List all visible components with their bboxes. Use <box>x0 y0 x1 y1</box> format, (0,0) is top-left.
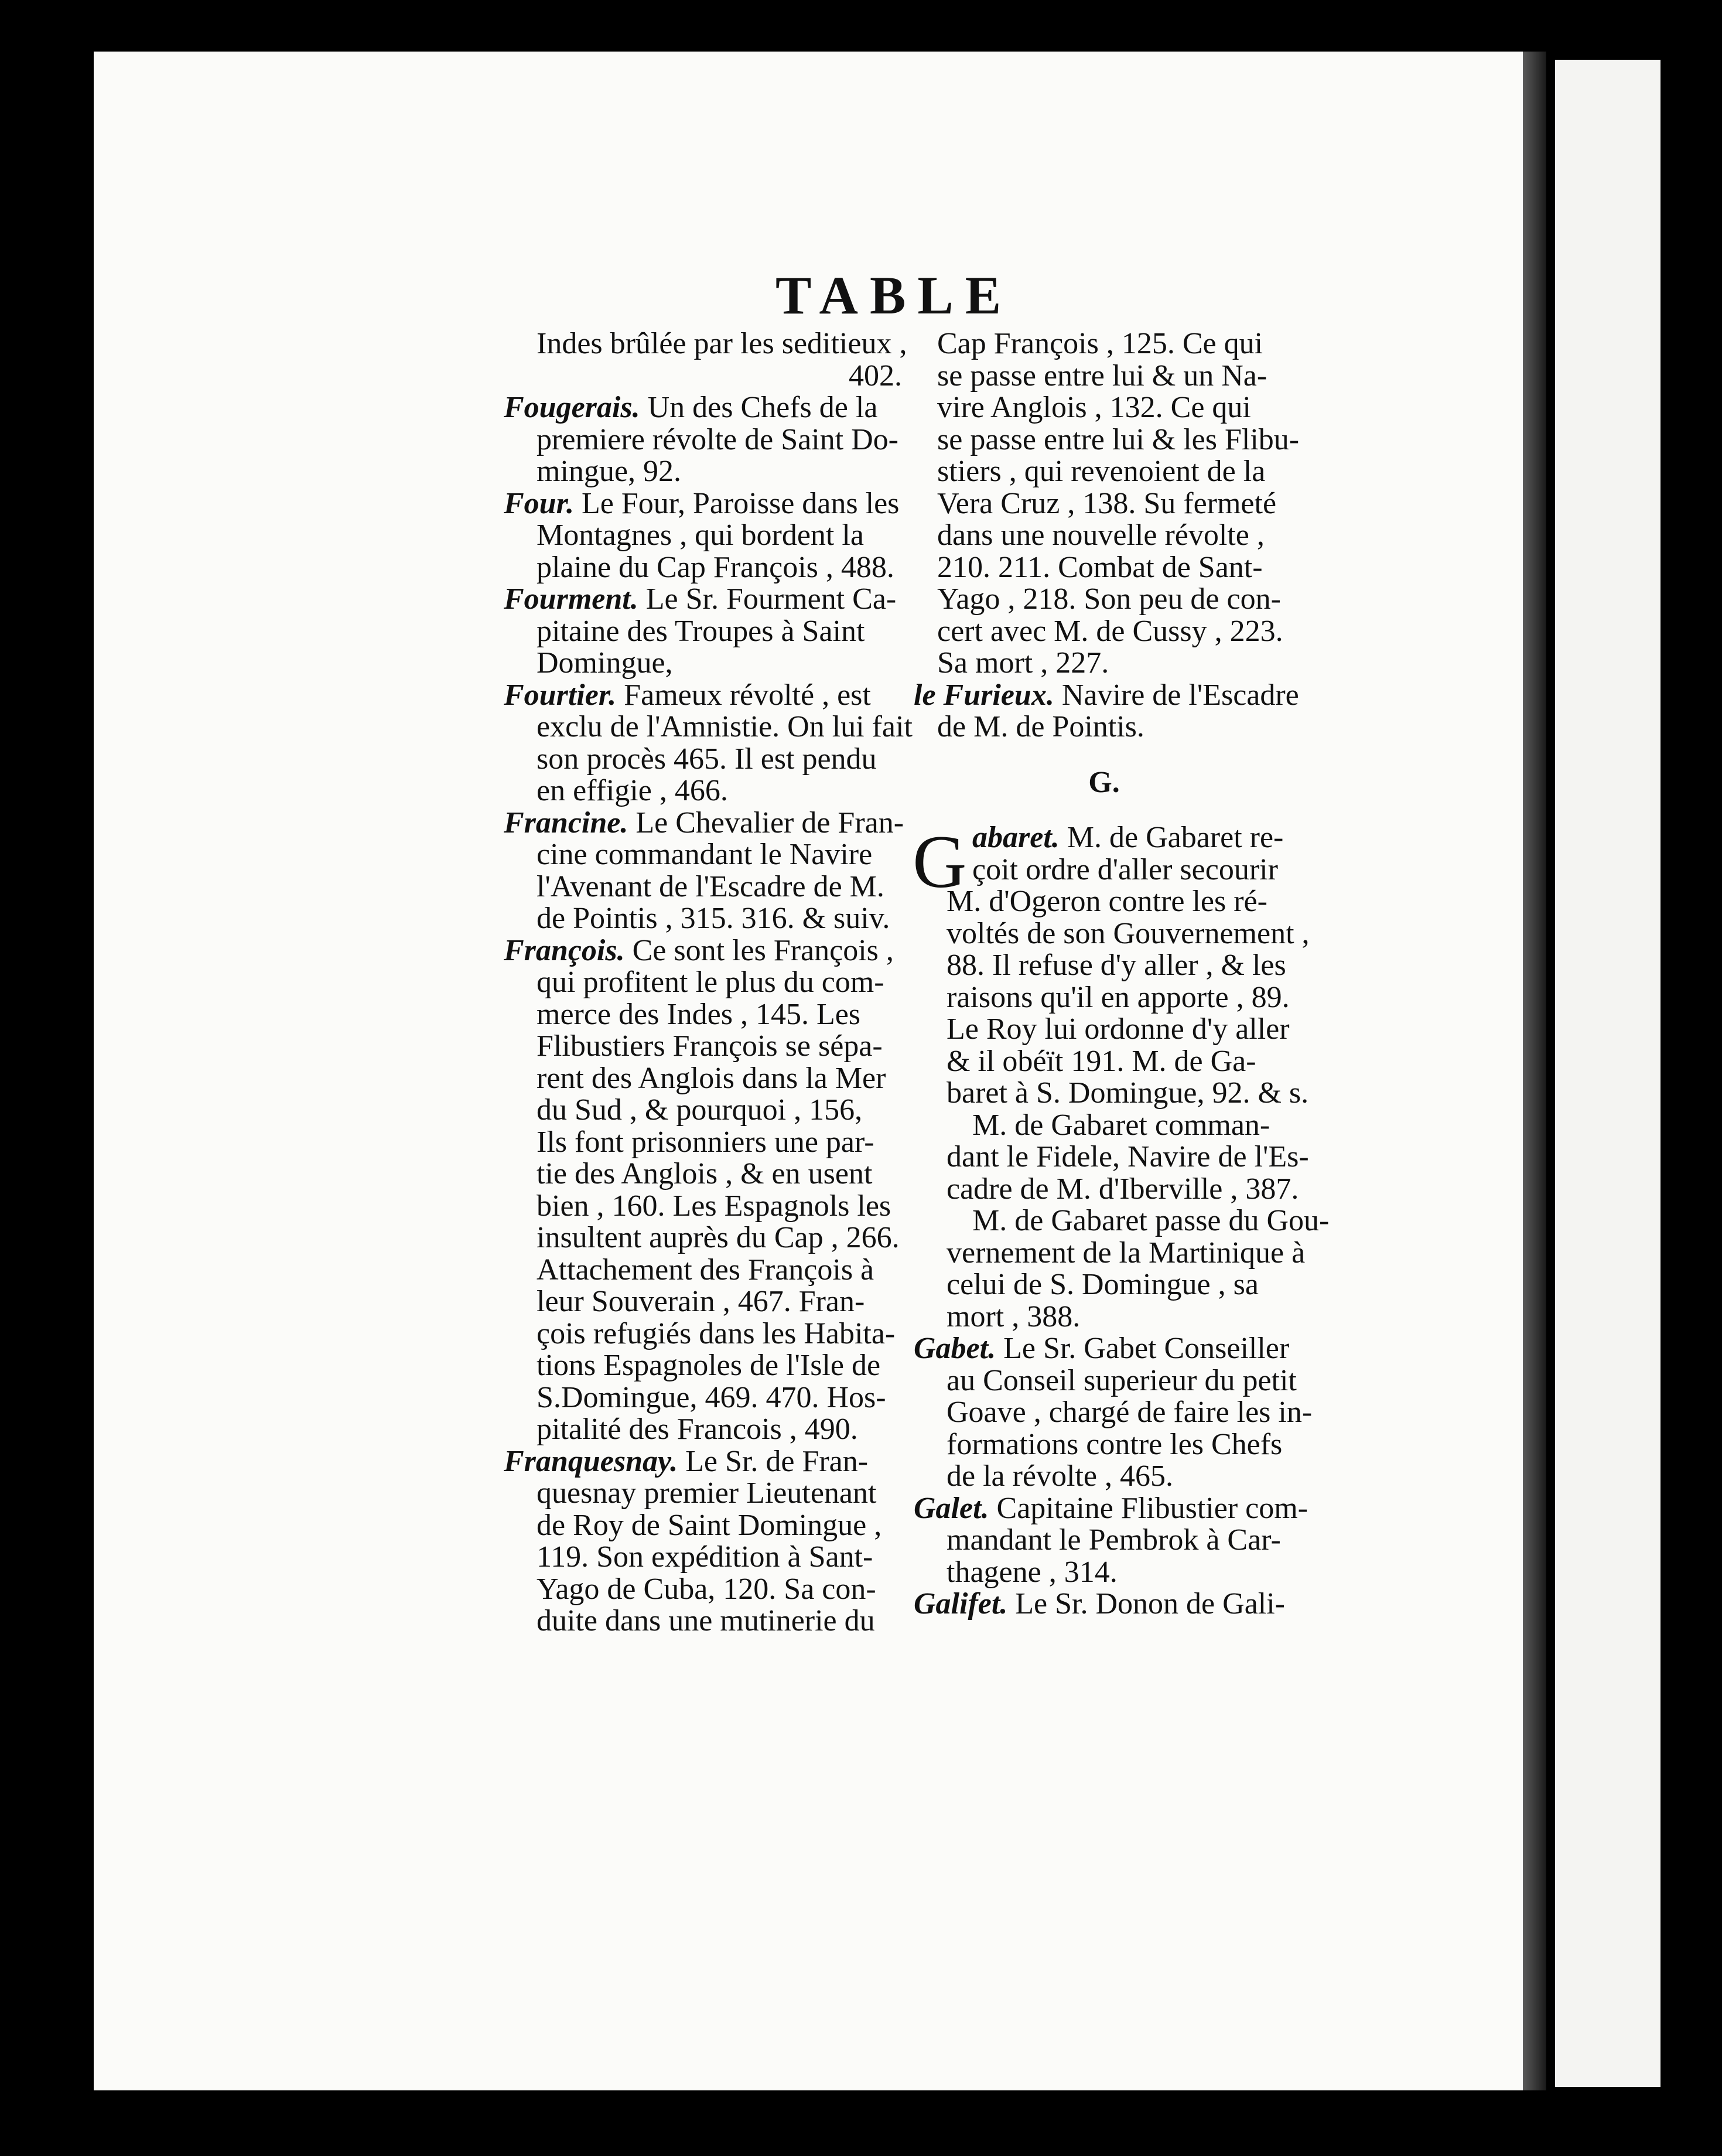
index-entry-text: de Pointis , 315. 316. & suiv. <box>537 902 890 935</box>
index-entry-text: de M. de Pointis. <box>937 710 1144 743</box>
index-entry-line <box>504 424 908 456</box>
index-entry-text: Sa mort , 227. <box>937 646 1109 680</box>
index-entry-line <box>914 1076 1309 1110</box>
index-headword-line <box>914 678 1299 712</box>
index-entry-text: premiere révolte de Saint Do- <box>537 422 898 456</box>
index-entry-text: insultent auprès du Cap , 266. <box>537 1221 900 1254</box>
index-headword: Fourtier. <box>504 678 617 712</box>
index-entry-text: pitalité des Francois , 490. <box>537 1413 858 1446</box>
index-entry-text: cadre de M. d'Iberville , 387. <box>947 1172 1299 1206</box>
index-entry-line <box>504 1605 908 1638</box>
index-entry-text: formations contre les Chefs <box>947 1427 1283 1461</box>
index-entry-text: Vera Cruz , 138. Su fermeté <box>937 486 1277 520</box>
index-entry-line <box>504 1478 908 1510</box>
index-entry-text: Goave , chargé de faire les in- <box>947 1396 1313 1429</box>
index-entry-line <box>504 1190 908 1223</box>
index-entry-line <box>914 950 1294 982</box>
index-entry-line <box>504 1158 908 1190</box>
index-entry-line <box>504 520 908 552</box>
index-headword-line <box>504 807 908 840</box>
index-entry-text: raisons qu'il en apporte , 89. <box>947 980 1290 1014</box>
index-entry-text: tie des Anglois , & en usent <box>537 1157 873 1190</box>
index-entry-text: l'Avenant de l'Escadre de M. <box>537 869 884 903</box>
facing-page-edge <box>1555 60 1660 2087</box>
index-entry-line <box>914 886 1294 918</box>
index-entry-text: çois refugiés dans les Habita- <box>537 1316 896 1350</box>
index-entry-line <box>914 1140 1309 1173</box>
index-entry-text: 88. Il refuse d'y aller , & les <box>947 949 1286 982</box>
index-entry-line <box>504 1350 908 1382</box>
index-entry-text: du Sud , & pourquoi , 156, <box>537 1093 863 1127</box>
drop-cap: G <box>913 820 967 903</box>
index-entry-text: Le Four, Paroisse dans les <box>573 486 900 520</box>
index-entry-text: celui de S. Domingue , sa <box>947 1268 1259 1301</box>
index-headword-line <box>914 822 1294 854</box>
index-entry-line <box>504 999 908 1031</box>
index-column-right <box>913 327 1330 1621</box>
index-entry-text: de Roy de Saint Domingue , <box>537 1508 882 1542</box>
index-entry-text: se passe entre lui & les Flibu- <box>937 422 1300 456</box>
index-headword: Fougerais. <box>504 391 640 424</box>
index-entry-text: mort , 388. <box>947 1299 1081 1333</box>
index-entry-line <box>504 710 913 743</box>
index-entry-line <box>914 1461 1294 1493</box>
index-entry-line <box>914 422 1300 456</box>
index-entry-line <box>504 967 908 999</box>
index-headword-line <box>504 584 908 616</box>
index-entry-text: Yago de Cuba, 120. Sa con- <box>537 1572 876 1606</box>
index-entry-line <box>504 1222 908 1254</box>
index-entry-text: vernement de la Martinique à <box>947 1236 1306 1270</box>
index-entry-text: cine commandant le Navire <box>537 838 873 871</box>
index-entry-text: Attachement des François à <box>537 1253 874 1287</box>
index-headword: Francine. <box>504 806 628 840</box>
index-entry-line <box>914 1429 1294 1461</box>
index-entry-line <box>914 1236 1306 1270</box>
index-entry-line <box>504 1510 908 1542</box>
index-entry-line <box>914 982 1294 1014</box>
index-entry-line <box>504 1094 908 1127</box>
index-entry-text: çoit ordre d'aller secourir <box>972 852 1278 886</box>
index-entry-line <box>504 616 908 648</box>
index-headword-line <box>504 680 908 712</box>
index-entry-line <box>914 328 1294 360</box>
index-headword: Gabet. <box>914 1332 996 1365</box>
index-headword: le Furieux. <box>914 678 1054 712</box>
index-entry-line <box>504 839 908 871</box>
index-entry-text: bien , 160. Les Espagnols les <box>537 1189 891 1223</box>
index-entry-text: M. de Gabaret re- <box>1059 821 1284 854</box>
page-gutter-shadow <box>1523 52 1546 2090</box>
index-entry-line <box>914 456 1294 488</box>
index-entry-text: vire Anglois , 132. Ce qui <box>937 391 1251 424</box>
index-entry-text: Le Roy lui ordonne d'y aller <box>947 1012 1290 1046</box>
index-entry-line <box>914 360 1294 393</box>
index-entry-text: Ils font prisonniers une par- <box>537 1125 874 1159</box>
index-entry-line <box>504 1382 908 1414</box>
index-entry-text: mingue, 92. <box>537 455 681 488</box>
index-entry-line <box>914 584 1294 616</box>
index-entry-text: Yago , 218. Son peu de con- <box>937 582 1281 616</box>
index-headword-line <box>914 1333 1294 1365</box>
index-entry-text: baret à S. Domingue, 92. & s. <box>947 1076 1309 1110</box>
index-entry-line <box>914 1396 1313 1429</box>
index-headword: François. <box>504 933 625 967</box>
index-entry-text: cert avec M. de Cussy , 223. <box>937 614 1283 648</box>
index-entry-line <box>914 1204 1330 1237</box>
index-entry-line <box>504 1063 908 1095</box>
index-entry-line <box>504 871 908 903</box>
index-entry-text: Fameux révolté , est <box>616 678 871 712</box>
index-entry-text: au Conseil superieur du petit <box>947 1363 1297 1397</box>
index-headword: Franquesnay. <box>504 1444 678 1478</box>
page-title: TABLE <box>775 265 1013 325</box>
index-entry-text: Le Sr. de Fran- <box>678 1444 869 1478</box>
index-entry-text: Le Sr. Donon de Gali- <box>1007 1587 1285 1621</box>
index-entry-text: Le Chevalier de Fran- <box>628 806 904 840</box>
index-headword: Galifet. <box>914 1587 1008 1621</box>
index-entry-line <box>914 1014 1294 1046</box>
index-entry-line <box>504 743 908 776</box>
index-headword-line <box>914 1588 1294 1621</box>
index-entry-line <box>504 456 908 488</box>
index-column-left <box>504 327 913 1638</box>
index-entry-line <box>914 854 1294 886</box>
index-entry-text: M. de Gabaret passe du Gou- <box>972 1204 1330 1237</box>
index-headword-line <box>504 935 908 967</box>
index-entry-line <box>504 1574 908 1606</box>
index-entry-text: de la révolte , 465. <box>947 1459 1173 1493</box>
index-entry-line <box>914 916 1310 950</box>
index-entry-text: dans une nouvelle révolte , <box>937 518 1265 552</box>
index-entry-line <box>914 1110 1294 1142</box>
index-entry-text: & il obéït 191. M. de Ga- <box>947 1044 1256 1078</box>
index-entry-text: quesnay premier Lieutenant <box>537 1476 877 1510</box>
index-entry-line <box>914 1046 1294 1078</box>
index-entry-text: 402. <box>849 359 902 393</box>
index-entry-text: Ce sont les François , <box>624 933 894 967</box>
index-entry-text: pitaine des Troupes à Saint <box>537 614 865 648</box>
index-entry-line <box>504 328 908 360</box>
index-entry-text: rent des Anglois dans la Mer <box>537 1061 886 1095</box>
index-entry-text: mandant le Pembrok à Car- <box>947 1523 1281 1557</box>
index-entry-text: exclu de l'Amnistie. On lui fait <box>537 710 913 743</box>
index-entry-text: Capitaine Flibustier com- <box>989 1491 1308 1525</box>
index-entry-text: dant le Fidele, Navire de l'Es- <box>947 1140 1309 1173</box>
index-entry-text: M. de Gabaret comman- <box>972 1108 1270 1142</box>
index-entry-text: S.Domingue, 469. 470. Hos- <box>537 1380 886 1414</box>
index-entry-line <box>914 520 1294 552</box>
index-headword-line <box>504 1446 908 1478</box>
index-entry-text: voltés de son Gouvernement , <box>947 916 1310 950</box>
index-entry-text: se passe entre lui & un Na- <box>937 359 1267 393</box>
index-headword: Fourment. <box>504 582 638 616</box>
index-entry-line <box>504 1031 908 1063</box>
index-headword-line <box>504 392 908 424</box>
index-entry-line <box>504 903 908 935</box>
index-entry-line <box>914 647 1294 680</box>
index-headword-line <box>504 488 908 520</box>
index-entry-line <box>504 775 908 807</box>
index-entry-line <box>914 1172 1299 1206</box>
index-entry-text: stiers , qui revenoient de la <box>937 455 1266 488</box>
index-entry-line <box>914 1301 1294 1333</box>
index-entry-line <box>914 1363 1297 1397</box>
index-entries-f <box>914 327 1300 743</box>
index-entry-line <box>504 552 908 584</box>
index-entry-line <box>504 1254 908 1287</box>
index-entry-line <box>914 616 1294 648</box>
index-entry-line <box>914 392 1294 424</box>
index-headword: Galet. <box>914 1491 989 1525</box>
index-entry-text: 210. 211. Combat de Sant- <box>937 550 1263 584</box>
index-entry-line <box>914 552 1294 584</box>
index-entry-text: merce des Indes , 145. Les <box>537 997 861 1031</box>
index-entry-line <box>914 488 1294 520</box>
index-entry-text: Le Sr. Fourment Ca- <box>638 582 897 616</box>
index-entry-text: duite dans une mutinerie du <box>537 1604 875 1638</box>
index-entry-line <box>504 1541 908 1574</box>
index-entry-text: Domingue, <box>537 646 673 680</box>
index-entry-line <box>914 711 1294 743</box>
index-entry-line <box>504 1414 908 1446</box>
letter-heading: G. <box>1088 765 1120 799</box>
index-entry-text: qui profitent le plus du com- <box>537 966 884 999</box>
index-entry-text: Un des Chefs de la <box>640 391 878 424</box>
index-entry-text: Navire de l'Escadre <box>1054 678 1299 712</box>
index-entry-text: Indes brûlée par les seditieux , <box>537 327 907 360</box>
index-entry-text: son procès 465. Il est pendu <box>537 742 877 776</box>
index-entry-text: leur Souverain , 467. Fran- <box>537 1285 865 1318</box>
index-entry-line <box>504 647 908 680</box>
index-entry-line <box>504 1286 908 1318</box>
index-entry-text: Cap François , 125. Ce qui <box>937 327 1263 360</box>
index-entry-text: 119. Son expédition à Sant- <box>537 1540 873 1574</box>
index-entry-text: Montagnes , qui bordent la <box>537 518 864 552</box>
index-entry-line <box>914 1524 1294 1557</box>
index-entry-text: tions Espagnoles de l'Isle de <box>537 1349 881 1382</box>
index-entry-text: plaine du Cap François , 488. <box>537 550 894 584</box>
index-entry-text: Flibustiers François se sépa- <box>537 1029 883 1063</box>
index-entry-line <box>914 1269 1294 1301</box>
index-entry-line <box>504 360 908 393</box>
index-entry-line <box>914 1557 1294 1589</box>
index-headword: abaret. <box>972 821 1060 854</box>
index-entry-line <box>504 1127 908 1159</box>
index-headword-line <box>914 1491 1308 1525</box>
index-entries-g <box>913 820 1330 1621</box>
index-entry-text: en effigie , 466. <box>537 774 728 807</box>
index-entry-line <box>504 1318 908 1350</box>
index-headword: Four. <box>504 486 574 520</box>
index-entry-text: thagene , 314. <box>947 1555 1118 1589</box>
index-entry-text: Le Sr. Gabet Conseiller <box>996 1332 1290 1365</box>
index-entry-text: M. d'Ogeron contre les ré- <box>947 885 1267 918</box>
